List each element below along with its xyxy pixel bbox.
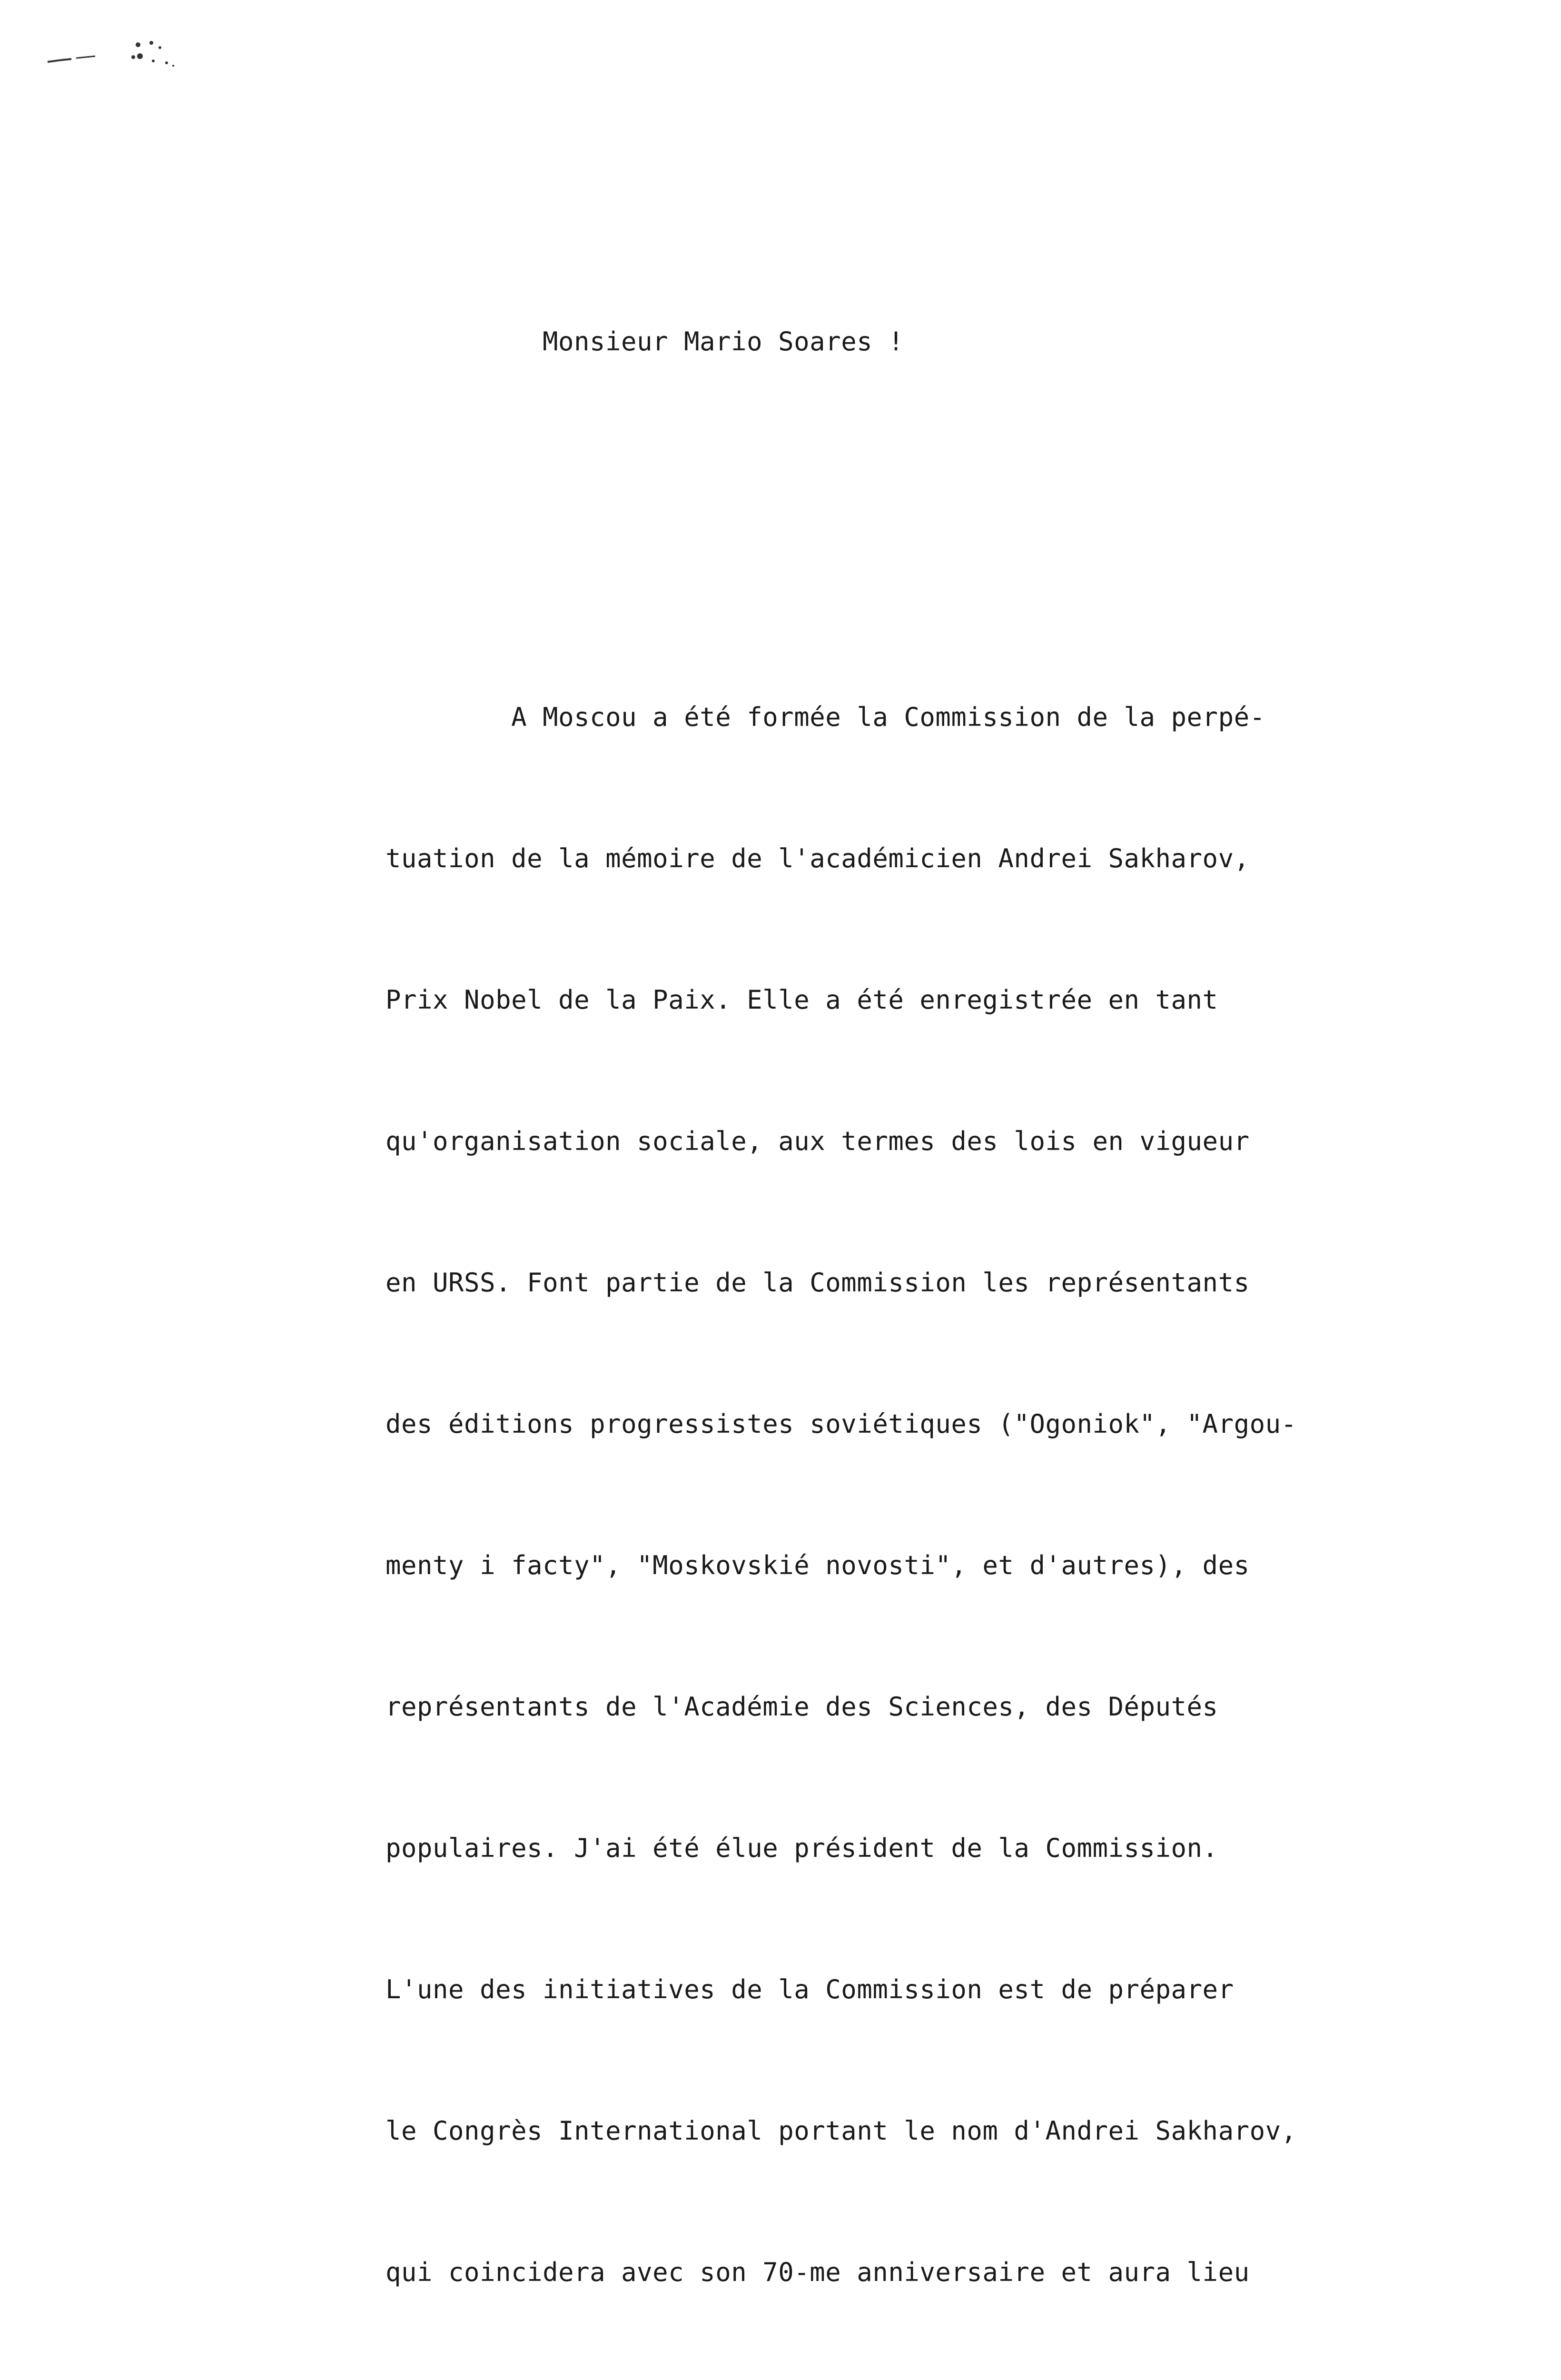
text-line: des éditions progressistes soviétiques ("Ogoniok", "Argou- [385,1409,1297,1439]
text-line: le Congrès International portant le nom d'Andrei Sakharov, [385,2116,1297,2146]
text-line: L'une des initiatives de la Commission est de préparer [385,1974,1234,2004]
scan-specks [43,29,186,86]
paragraph-gap [385,459,1537,505]
text-line: en URSS. Font partie de la Commission les représentants [385,1268,1250,1298]
text-line: qu'organisation sociale, aux termes des lois en vigueur [385,1126,1250,1156]
text-line: qui coincidera avec son 70-me anniversaire et aura lieu [385,2257,1250,2287]
salutation: Monsieur Mario Soares ! [543,327,904,357]
letter-body [385,224,1537,2380]
text-line: A Moscou a été formée la Commission de la perpé- [385,702,1265,732]
text-line: populaires. J'ai été élue président de la Commission. [385,1833,1218,1863]
text-line: Prix Nobel de la Paix. Elle a été enregistrée en tant [385,985,1218,1015]
paragraph-1 [385,599,1537,2380]
text-line: menty i facty", "Moskovskié novosti", et d'autres), des [385,1550,1250,1580]
text-line: tuation de la mémoire de l'académicien Andrei Sakharov, [385,843,1250,873]
text-line: représentants de l'Académie des Sciences, des Députés [385,1692,1218,1722]
